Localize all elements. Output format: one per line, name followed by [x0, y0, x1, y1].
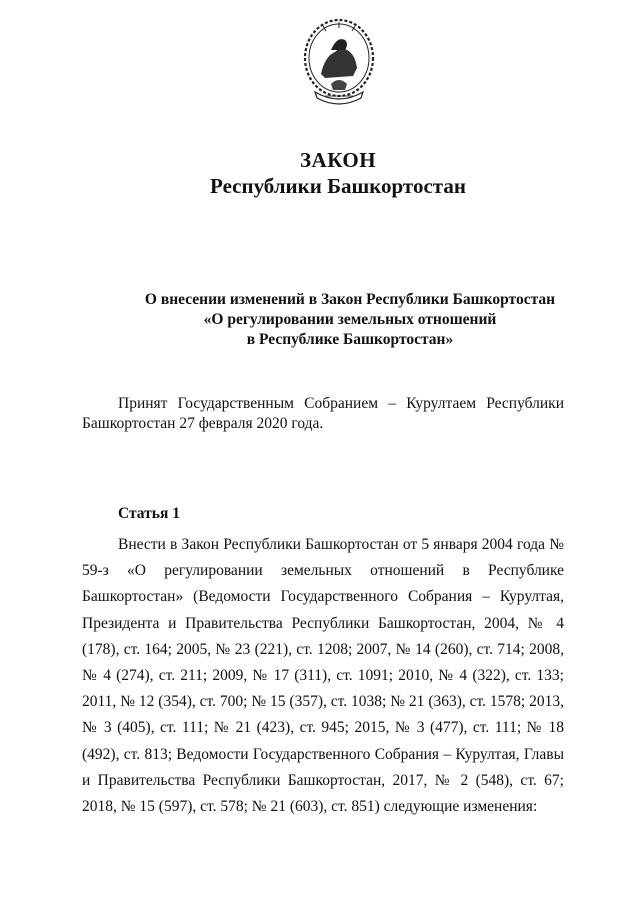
subject-line: О внесении изменений в Закон Республики Башкортостан: [144, 291, 556, 308]
subject-line: «О регулировании земельных отношений: [203, 311, 497, 328]
article-body: Внести в Закон Республики Башкортостан от 5 января 2004 года № 59-з «О регулировании земельных отношений в Республике Башкортостан» (Ведомости Государственного Собрания – Курултая, Президента и Правительства Республики Башкортостан, 2004, № 4 (178), ст. 164; 2005, № 23 (221), ст. 1208; 2007, № 14 (260), ст. 714; 2008, № 4 (274), ст. 211; 2009, № 17 (311), ст. 1091; 2010, № 4 (322), ст. 133; 2011, № 12 (354), ст. 700; № 15 (357), ст. 1038; № 21 (363), ст. 1578; 2013, № 3 (405), ст. 111; № 21 (423), ст. 945; 2015, № 3 (477), ст. 111; № 18 (492), ст. 813; Ведомости Государственного Собрания – Курултая, Главы и Правительства Республики Башкортостан, 2017, № 2 (548), ст. 67; 2018, № 15 (597), ст. 578; № 21 (603), ст. 851) следующие изменения:: [82, 536, 564, 816]
article-heading: Статья 1: [118, 505, 180, 522]
law-heading: ЗАКОН: [299, 148, 377, 172]
subject-line: в Республике Башкортостан»: [246, 331, 454, 348]
coat-of-arms-icon: [301, 16, 377, 116]
adoption-note: Принят Государственным Собранием – Курултаем Республики Башкортостан 27 февраля 2020 года.: [82, 395, 564, 432]
law-subheading: Республики Башкортостан: [210, 174, 466, 198]
law-subject: [70, 290, 630, 350]
